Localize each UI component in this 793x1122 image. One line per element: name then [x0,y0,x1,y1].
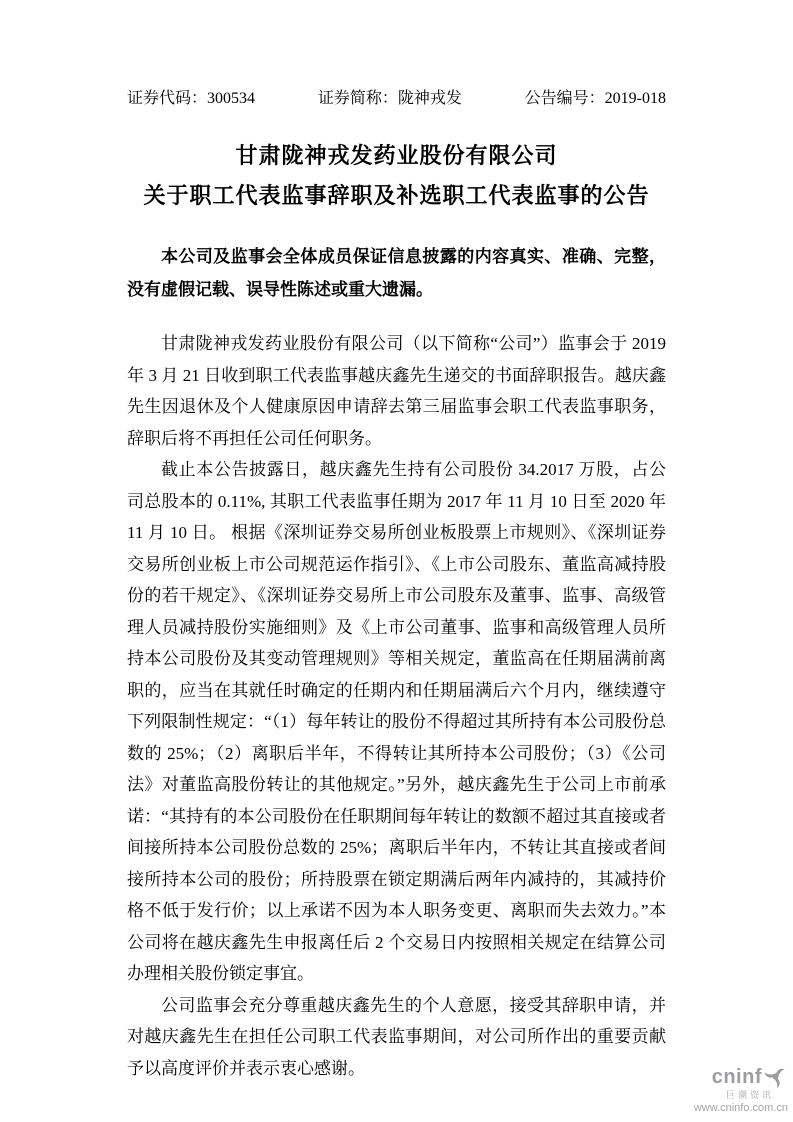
cninfo-website-url: www.cninfo.com.cn [693,1102,788,1114]
company-name-title: 甘肃陇神戎发药业股份有限公司 [235,143,558,168]
stock-code-text: 证券代码：300534 [127,90,256,107]
cninfo-swirl-icon [763,1065,788,1088]
paragraph-shareholding-and-rules: 截止本公告披露日，越庆鑫先生持有公司股份 34.2017 万股，占公司总股本的 0.11%, 其职工代表监事任期为 2017 年 11 月 10 日至 2020 年 11 月 10 日。 根据《深圳证券交易所创业板股票上市规则》、《深圳证券交易所创业板上市公司规范运作指引》、《上市公司股东、董监高减持股份的若干规定》、《深圳证券交易所上市公司股东及董事、监事、高级管理人员减持股份实施细则》及《上市公司董事、监事和高级管理人员所持本公司股份及其变动管理规则》等相关规定，董监高在任期届满前离职的，应当在其就任时确定的任期内和任期届满后六个月内，继续遵守下列限制性规定：“（1）每年转让的股份不得超过其所持有本公司股份总数的 25%；（2）离职后半年，不得转让其所持本公司股份；（3）《公司法》对董监高股份转让的其他规定。”另外，越庆鑫先生于公司上市前承诺：“其持有的本公司股份在任职期间每年转让的数额不超过其直接或者间接所持本公司股份总数的 25%；离职后半年内，不转让其直接或者间接所持本公司的股份；所持股票在锁定期满后两年内减持的，其减持价格不低于发行价；以上承诺不因为本人职务变更、离职而失去效力。”本公司将在越庆鑫先生申报离任后 2 个交易日内按照相关规定在结算公司办理相关股份锁定事宜。 [127,460,666,983]
stock-name-text: 证券简称：陇神戎发 [317,90,462,107]
document-header [127,88,666,110]
paragraph-board-appreciation: 公司监事会充分尊重越庆鑫先生的个人意愿，接受其辞职申请，并对越庆鑫先生在担任公司职工代表监事期间，对公司所作出的重要贡献予以高度评价并表示衷心感谢。 [127,995,666,1078]
paragraph-resignation-notice: 甘肃陇神戎发药业股份有限公司（以下简称“公司”）监事会于 2019 年 3 月 21 日收到职工代表监事越庆鑫先生递交的书面辞职报告。越庆鑫先生因退休及个人健康原因申请辞去第三届监事会职工代表监事职务，辞职后将不再担任公司任何职务。 [127,334,666,448]
announcement-number-text: 公告编号：2019-018 [524,90,666,107]
cninfo-brand-chinese: 巨潮资讯 [725,1090,774,1100]
disclaimer-paragraph: 本公司及监事会全体成员保证信息披露的内容真实、准确、完整，没有虚假记载、误导性陈述或重大遗漏。 [127,247,666,299]
cninfo-watermark [694,1065,788,1114]
announcement-subject-title: 关于职工代表监事辞职及补选职工代表监事的公告 [143,183,650,208]
title-block [127,136,666,216]
cninfo-brand-row [694,1065,788,1088]
cninfo-brand-text: cninf [711,1065,762,1088]
